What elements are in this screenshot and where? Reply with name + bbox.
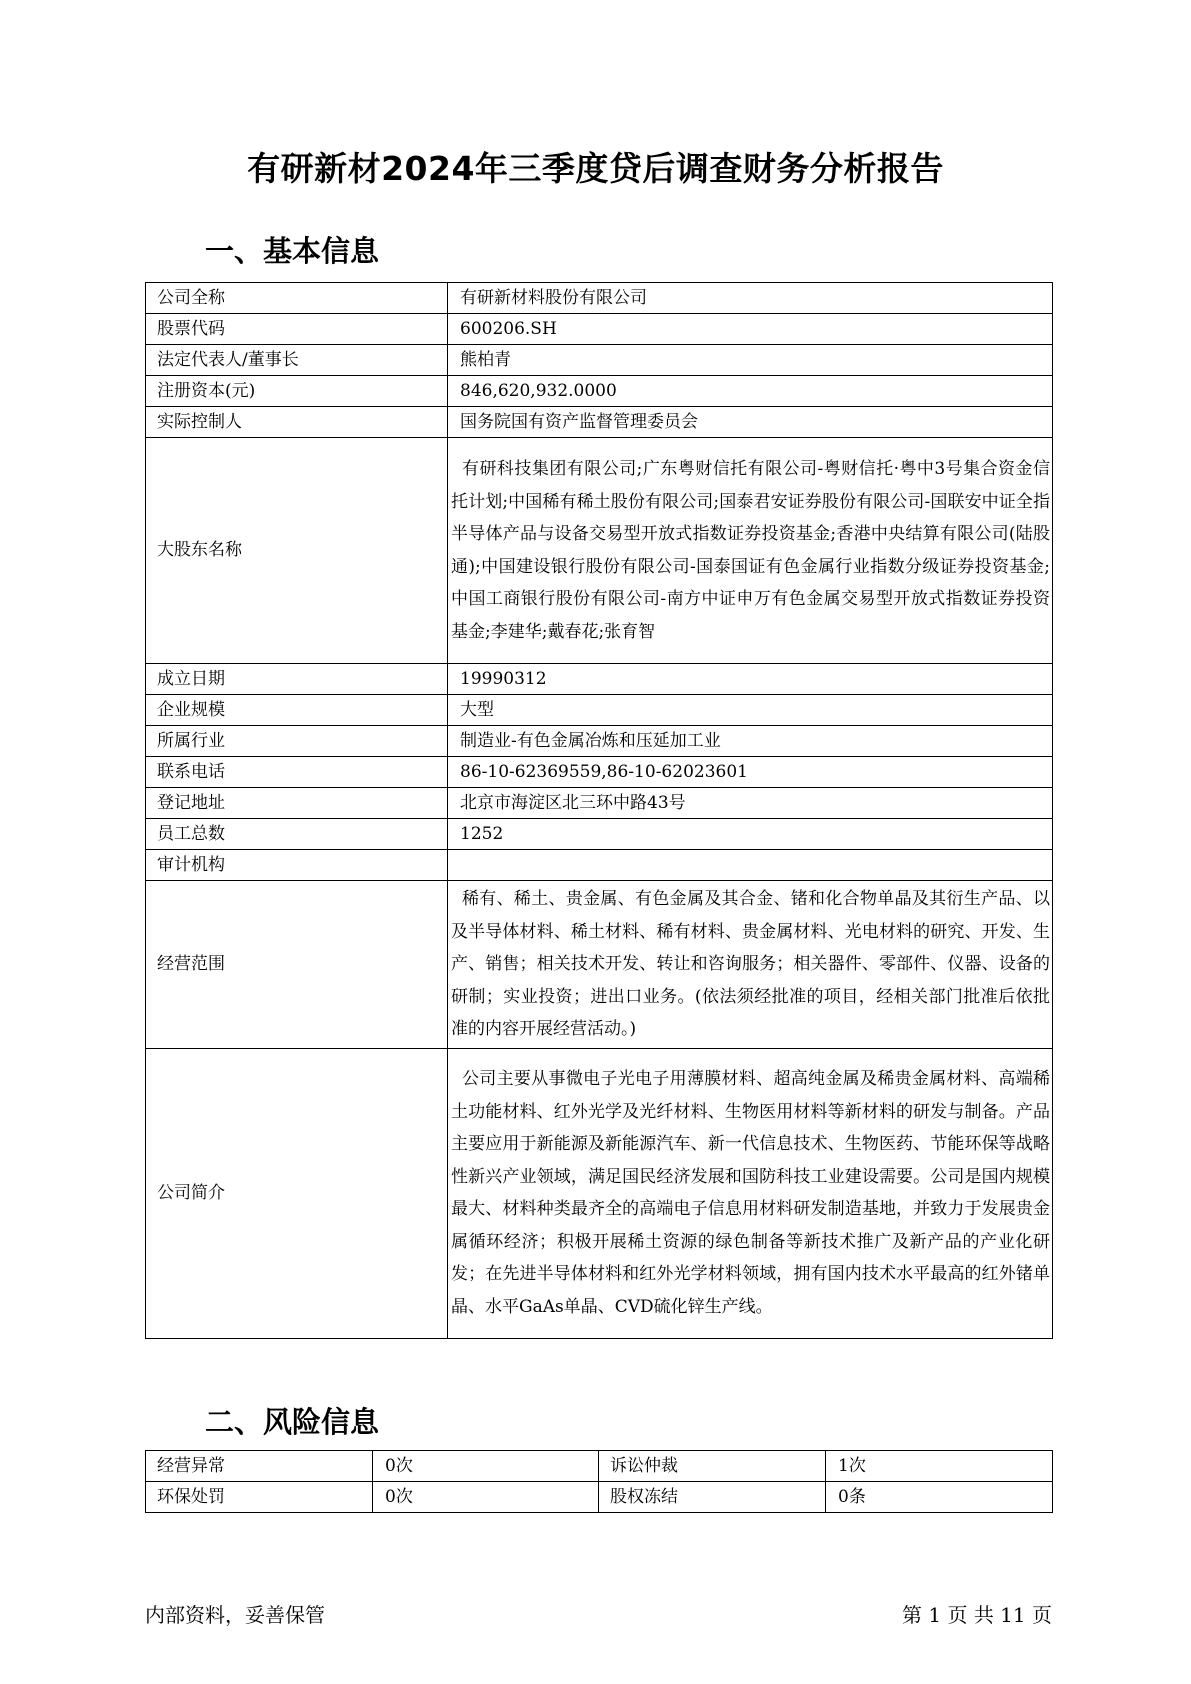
row-label: 联系电话 <box>146 757 448 788</box>
row-label: 企业规模 <box>146 695 448 726</box>
row-value: 1252 <box>448 819 1053 850</box>
row-value <box>448 850 1053 881</box>
row-label: 成立日期 <box>146 664 448 695</box>
row-value: 大型 <box>448 695 1053 726</box>
row-label: 所属行业 <box>146 726 448 757</box>
row-label: 实际控制人 <box>146 407 448 438</box>
row-label: 登记地址 <box>146 788 448 819</box>
row-label: 公司简介 <box>146 1048 448 1338</box>
row-label: 注册资本(元) <box>146 376 448 407</box>
risk-value: 0条 <box>826 1482 1053 1513</box>
risk-label: 环保处罚 <box>146 1482 373 1513</box>
table-row <box>146 1451 1053 1482</box>
table-row <box>146 314 1053 345</box>
table-row <box>146 881 1053 1049</box>
row-label: 大股东名称 <box>146 438 448 664</box>
risk-value: 0次 <box>373 1451 599 1482</box>
row-label: 股票代码 <box>146 314 448 345</box>
section-heading-risk-info: 二、风险信息 <box>205 1405 380 1439</box>
table-row <box>146 1048 1053 1338</box>
footer-page-number: 第 1 页 共 11 页 <box>902 1603 1052 1627</box>
footer-confidential-note: 内部资料，妥善保管 <box>145 1603 325 1627</box>
row-label: 经营范围 <box>146 881 448 1049</box>
row-label: 法定代表人/董事长 <box>146 345 448 376</box>
row-value: 制造业-有色金属冶炼和压延加工业 <box>448 726 1053 757</box>
table-row <box>146 819 1053 850</box>
row-label: 审计机构 <box>146 850 448 881</box>
row-value: 86-10-62369559,86-10-62023601 <box>448 757 1053 788</box>
report-title: 有研新材2024年三季度贷后调查财务分析报告 <box>247 149 944 188</box>
table-row <box>146 1482 1053 1513</box>
table-row <box>146 695 1053 726</box>
row-value: 19990312 <box>448 664 1053 695</box>
risk-value: 0次 <box>373 1482 599 1513</box>
table-row <box>146 438 1053 664</box>
risk-label: 诉讼仲裁 <box>599 1451 826 1482</box>
risk-info-table <box>145 1450 1053 1513</box>
table-row <box>146 345 1053 376</box>
row-value: 熊柏青 <box>448 345 1053 376</box>
table-row <box>146 850 1053 881</box>
table-row <box>146 726 1053 757</box>
risk-label: 经营异常 <box>146 1451 373 1482</box>
table-row <box>146 788 1053 819</box>
table-row <box>146 283 1053 314</box>
row-value: 846,620,932.0000 <box>448 376 1053 407</box>
risk-label: 股权冻结 <box>599 1482 826 1513</box>
table-row <box>146 407 1053 438</box>
row-value: 国务院国有资产监督管理委员会 <box>448 407 1053 438</box>
basic-info-table <box>145 282 1053 1339</box>
row-value: 公司主要从事微电子光电子用薄膜材料、超高纯金属及稀贵金属材料、高端稀土功能材料、红外光学及光纤材料、生物医用材料等新材料的研发与制备。产品主要应用于新能源及新能源汽车、新一代信息技术、生物医药、节能环保等战略性新兴产业领域，满足国民经济发展和国防科技工业建设需要。公司是国内规模最大、材料种类最齐全的高端电子信息用材料研发制造基地，并致力于发展贵金属循环经济；积极开展稀土资源的绿色制备等新技术推广及新产品的产业化研发；在先进半导体材料和红外光学材料领域，拥有国内技术水平最高的红外锗单晶、水平GaAs单晶、CVD硫化锌生产线。 <box>448 1048 1053 1338</box>
table-row <box>146 757 1053 788</box>
row-value: 稀有、稀土、贵金属、有色金属及其合金、锗和化合物单晶及其衍生产品、以及半导体材料、稀土材料、稀有材料、贵金属材料、光电材料的研究、开发、生产、销售；相关技术开发、转让和咨询服务；相关器件、零部件、仪器、设备的研制；实业投资；进出口业务。(依法须经批准的项目，经相关部门批准后依批准的内容开展经营活动。) <box>448 881 1053 1049</box>
row-value: 有研新材料股份有限公司 <box>448 283 1053 314</box>
section-heading-basic-info: 一、基本信息 <box>205 234 380 268</box>
row-label: 公司全称 <box>146 283 448 314</box>
table-row <box>146 376 1053 407</box>
row-value: 600206.SH <box>448 314 1053 345</box>
risk-value: 1次 <box>826 1451 1053 1482</box>
row-label: 员工总数 <box>146 819 448 850</box>
row-value: 北京市海淀区北三环中路43号 <box>448 788 1053 819</box>
table-row <box>146 664 1053 695</box>
row-value: 有研科技集团有限公司;广东粤财信托有限公司-粤财信托·粤中3号集合资金信托计划;中国稀有稀土股份有限公司;国泰君安证券股份有限公司-国联安中证全指半导体产品与设备交易型开放式指数证券投资基金;香港中央结算有限公司(陆股通);中国建设银行股份有限公司-国泰国证有色金属行业指数分级证券投资基金;中国工商银行股份有限公司-南方中证申万有色金属交易型开放式指数证券投资基金;李建华;戴春花;张育智 <box>448 438 1053 664</box>
